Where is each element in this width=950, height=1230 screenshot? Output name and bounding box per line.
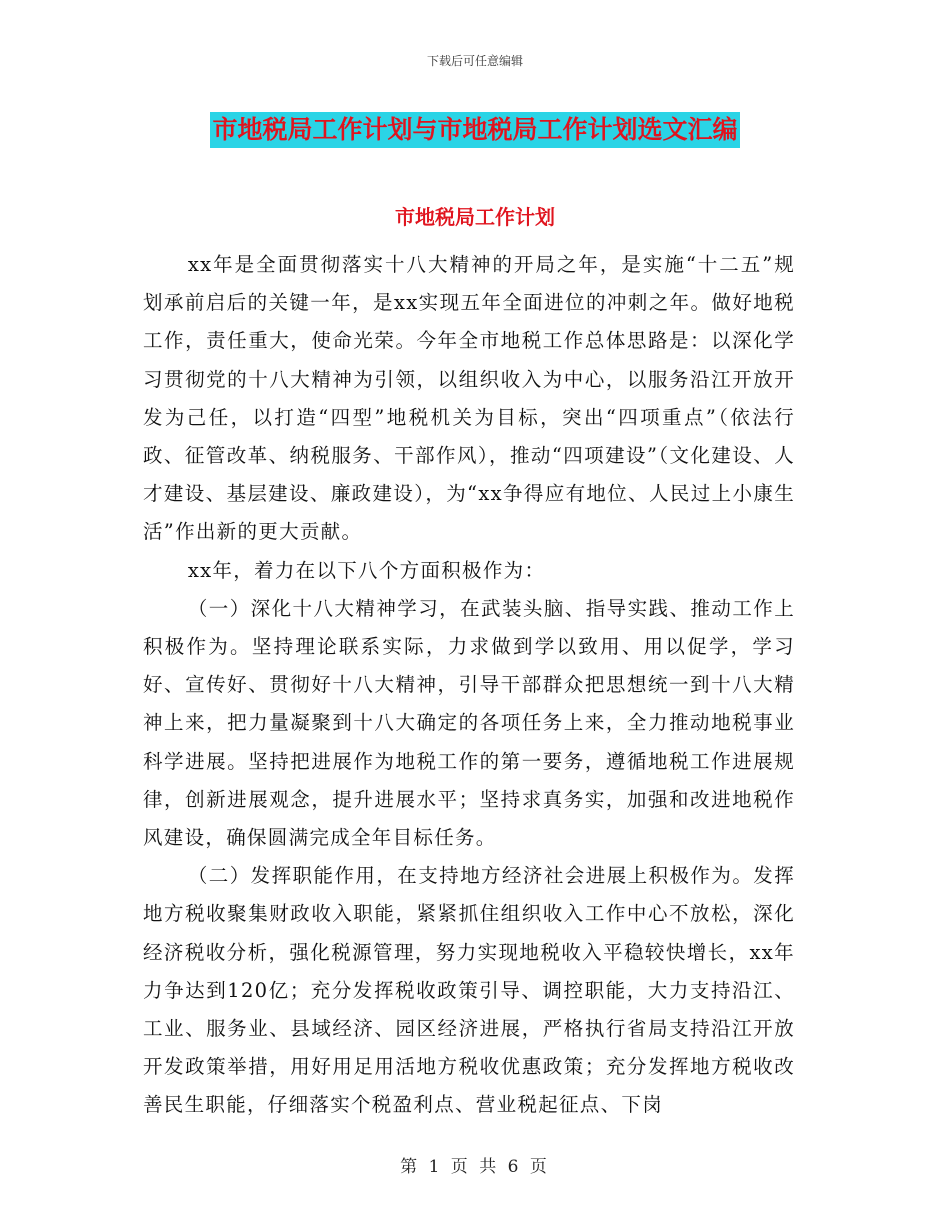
paragraph-item-1: （一）深化十八大精神学习，在武装头脑、指导实践、推动工作上积极作为。坚持理论联系实际，力求做到学以致用、用以促学，学习好、宣传好、贯彻好十八大精神，引导干部群众把思想统一到十八大精神上来，把力量凝聚到十八大确定的各项任务上来，全力推动地税事业科学进展。坚持把进展作为地税工作的第一要务，遵循地税工作进展规律，创新进展观念，提升进展水平；坚持求真务实，加强和改进地税作风建设，确保圆满完成全年目标任务。	[143, 596, 795, 850]
paragraph-item-2: （二）发挥职能作用，在支持地方经济社会进展上积极作为。发挥地方税收聚集财政收入职能，紧紧抓住组织收入工作中心不放松，深化经济税收分析，强化税源管理，努力实现地税收入平稳较快增长，xx年力争达到120亿；充分发挥税收政策引导、调控职能，大力支持沿江、工业、服务业、县域经济、园区经济进展，严格执行省局支持沿江开放开发政策举措，用好用足用活地方税收优惠政策；充分发挥地方税收改善民生职能，仔细落实个税盈利点、营业税起征点、下岗	[143, 864, 795, 1117]
page-header-note: 下载后可任意编辑	[426, 54, 523, 68]
paragraph-intro: xx年是全面贯彻落实十八大精神的开局之年，是实施“十二五”规划承前启后的关键一年，是xx实现五年全面进位的冲刺之年。做好地税工作，责任重大，使命光荣。今年全市地税工作总体思路是：以深化学习贯彻党的十八大精神为引领，以组织收入为中心，以服务沿江开放开发为己任，以打造“四型”地税机关为目标，突出“四项重点”（依法行政、征管改革、纳税服务、干部作风），推动“四项建设”（文化建设、人才建设、基层建设、廉政建设），为“xx争得应有地位、人民过上小康生活”作出新的更大贡献。	[143, 253, 795, 544]
document-body	[143, 246, 795, 1125]
section-title: 市地税局工作计划	[395, 205, 555, 229]
paragraph-overview: xx年，着力在以下八个方面积极作为：	[187, 558, 546, 582]
page-number: 第 1 页 共 6 页	[400, 1157, 550, 1177]
document-title-container	[0, 112, 950, 148]
document-title: 市地税局工作计划与市地税局工作计划选文汇编	[210, 112, 739, 148]
